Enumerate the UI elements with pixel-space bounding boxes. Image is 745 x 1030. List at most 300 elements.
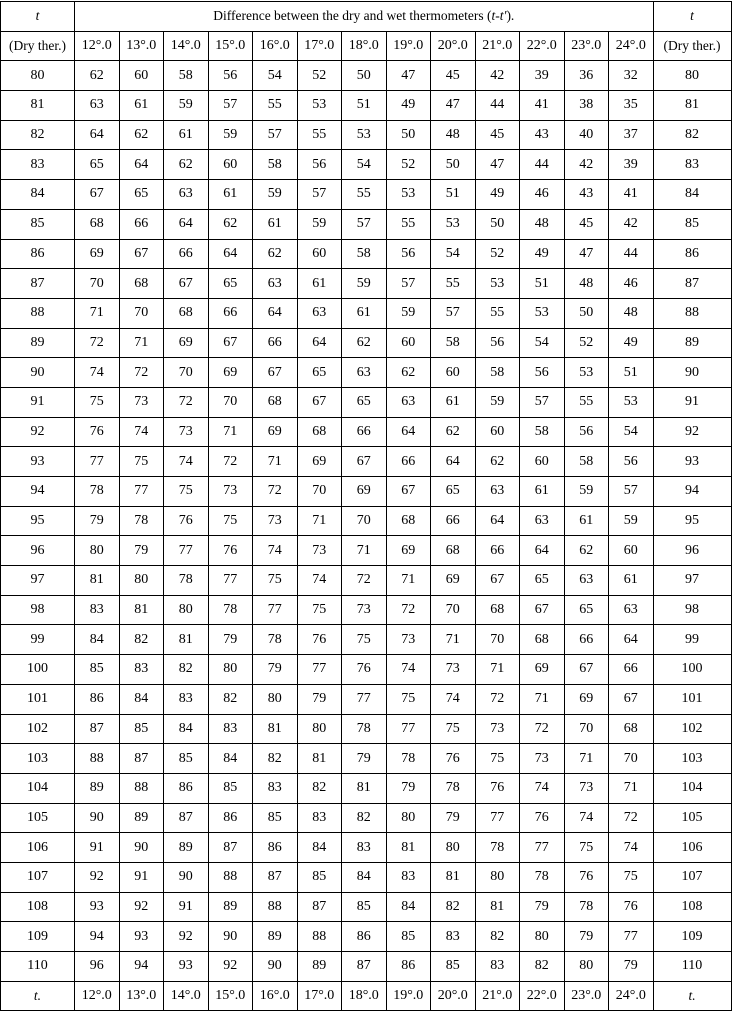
dry-temp-left: 96: [1, 536, 75, 566]
table-cell: 72: [75, 328, 120, 358]
table-cell: 82: [342, 803, 387, 833]
table-row: [1, 506, 732, 536]
dry-temp-right: 105: [653, 803, 731, 833]
table-cell: 55: [253, 91, 298, 121]
table-cell: 77: [475, 803, 520, 833]
table-cell: 64: [386, 417, 431, 447]
table-cell: 67: [164, 269, 209, 299]
table-cell: 71: [75, 298, 120, 328]
table-cell: 42: [564, 150, 609, 180]
table-cell: 71: [431, 625, 476, 655]
table-cell: 86: [208, 803, 253, 833]
table-row: [1, 387, 732, 417]
table-header: [1, 2, 732, 61]
table-cell: 79: [520, 892, 565, 922]
table-cell: 70: [208, 387, 253, 417]
table-cell: 81: [253, 714, 298, 744]
table-cell: 83: [75, 595, 120, 625]
table-cell: 61: [342, 298, 387, 328]
table-cell: 81: [297, 744, 342, 774]
table-cell: 41: [520, 91, 565, 121]
table-cell: 69: [386, 536, 431, 566]
table-cell: 59: [386, 298, 431, 328]
table-cell: 67: [609, 684, 654, 714]
table-row: [1, 328, 732, 358]
table-cell: 56: [297, 150, 342, 180]
table-cell: 56: [609, 447, 654, 477]
table-row: [1, 714, 732, 744]
column-header: 23°.0: [564, 31, 609, 61]
table-cell: 67: [475, 566, 520, 596]
table-cell: 74: [431, 684, 476, 714]
table-cell: 49: [609, 328, 654, 358]
dry-temp-left: 106: [1, 833, 75, 863]
column-header: 21°.0: [475, 31, 520, 61]
table-cell: 73: [253, 506, 298, 536]
table-cell: 66: [164, 239, 209, 269]
table-cell: 76: [208, 536, 253, 566]
dry-temp-left: 102: [1, 714, 75, 744]
dry-temp-right: 108: [653, 892, 731, 922]
table-cell: 67: [208, 328, 253, 358]
table-cell: 77: [297, 655, 342, 685]
table-cell: 77: [342, 684, 387, 714]
table-cell: 52: [297, 61, 342, 91]
table-cell: 74: [386, 655, 431, 685]
table-cell: 63: [342, 358, 387, 388]
table-cell: 78: [564, 892, 609, 922]
table-cell: 57: [297, 180, 342, 210]
column-header: 12°.0: [75, 31, 120, 61]
table-cell: 89: [164, 833, 209, 863]
table-cell: 92: [164, 922, 209, 952]
table-cell: 71: [253, 447, 298, 477]
table-cell: 86: [386, 952, 431, 982]
table-cell: 45: [475, 120, 520, 150]
table-cell: 51: [342, 91, 387, 121]
table-cell: 72: [164, 387, 209, 417]
table-row: [1, 239, 732, 269]
table-cell: 64: [164, 209, 209, 239]
table-cell: 59: [208, 120, 253, 150]
table-cell: 91: [164, 892, 209, 922]
table-cell: 83: [386, 862, 431, 892]
dry-temp-left: 105: [1, 803, 75, 833]
table-cell: 81: [342, 773, 387, 803]
table-cell: 75: [386, 684, 431, 714]
table-cell: 71: [386, 566, 431, 596]
table-cell: 56: [208, 61, 253, 91]
table-cell: 80: [564, 952, 609, 982]
table-cell: 64: [75, 120, 120, 150]
table-footer: [1, 981, 732, 1011]
table-cell: 67: [253, 358, 298, 388]
table-row: [1, 595, 732, 625]
table-cell: 67: [75, 180, 120, 210]
dry-temp-right: 81: [653, 91, 731, 121]
table-row: [1, 922, 732, 952]
column-footer: 18°.0: [342, 981, 387, 1011]
table-cell: 58: [342, 239, 387, 269]
column-footer: 23°.0: [564, 981, 609, 1011]
table-cell: 51: [431, 180, 476, 210]
table-cell: 73: [520, 744, 565, 774]
table-cell: 80: [208, 655, 253, 685]
table-cell: 85: [297, 862, 342, 892]
table-cell: 70: [475, 625, 520, 655]
table-cell: 54: [431, 239, 476, 269]
table-cell: 91: [119, 862, 164, 892]
table-cell: 60: [431, 358, 476, 388]
table-cell: 60: [208, 150, 253, 180]
table-cell: 62: [475, 447, 520, 477]
table-cell: 74: [164, 447, 209, 477]
table-cell: 63: [253, 269, 298, 299]
table-cell: 84: [164, 714, 209, 744]
table-cell: 66: [342, 417, 387, 447]
table-cell: 84: [297, 833, 342, 863]
dry-temp-right: 109: [653, 922, 731, 952]
table-cell: 90: [75, 803, 120, 833]
table-cell: 79: [297, 684, 342, 714]
dry-temp-left: 92: [1, 417, 75, 447]
dry-temp-left: 103: [1, 744, 75, 774]
dry-temp-right: 86: [653, 239, 731, 269]
table-cell: 74: [253, 536, 298, 566]
table-cell: 74: [75, 358, 120, 388]
table-cell: 84: [386, 892, 431, 922]
table-cell: 53: [564, 358, 609, 388]
dry-temp-left: 97: [1, 566, 75, 596]
table-cell: 75: [564, 833, 609, 863]
table-cell: 87: [75, 714, 120, 744]
table-cell: 75: [475, 744, 520, 774]
t-footer-right: t.: [653, 981, 731, 1011]
table-cell: 59: [342, 269, 387, 299]
table-cell: 62: [119, 120, 164, 150]
table-cell: 69: [208, 358, 253, 388]
table-cell: 73: [164, 417, 209, 447]
table-cell: 64: [119, 150, 164, 180]
table-cell: 79: [208, 625, 253, 655]
table-row: [1, 91, 732, 121]
table-cell: 66: [253, 328, 298, 358]
table-cell: 60: [297, 239, 342, 269]
dry-temp-left: 84: [1, 180, 75, 210]
table-cell: 50: [386, 120, 431, 150]
table-cell: 88: [297, 922, 342, 952]
table-cell: 75: [164, 477, 209, 507]
table-cell: 49: [520, 239, 565, 269]
column-header: 18°.0: [342, 31, 387, 61]
table-row: [1, 833, 732, 863]
table-row: [1, 61, 732, 91]
table-cell: 84: [342, 862, 387, 892]
table-row: [1, 447, 732, 477]
table-cell: 71: [297, 506, 342, 536]
table-cell: 80: [386, 803, 431, 833]
table-cell: 65: [119, 180, 164, 210]
table-cell: 83: [119, 655, 164, 685]
table-cell: 64: [475, 506, 520, 536]
table-cell: 72: [253, 477, 298, 507]
column-footer: 13°.0: [119, 981, 164, 1011]
table-cell: 41: [609, 180, 654, 210]
table-cell: 83: [297, 803, 342, 833]
table-cell: 65: [342, 387, 387, 417]
table-cell: 71: [520, 684, 565, 714]
table-cell: 82: [253, 744, 298, 774]
table-cell: 91: [75, 833, 120, 863]
table-cell: 80: [164, 595, 209, 625]
table-cell: 72: [609, 803, 654, 833]
table-cell: 56: [475, 328, 520, 358]
table-cell: 66: [208, 298, 253, 328]
table-cell: 70: [431, 595, 476, 625]
table-cell: 83: [164, 684, 209, 714]
table-cell: 62: [564, 536, 609, 566]
table-cell: 82: [164, 655, 209, 685]
table-cell: 79: [342, 744, 387, 774]
table-cell: 78: [208, 595, 253, 625]
table-cell: 79: [386, 773, 431, 803]
table-cell: 78: [520, 862, 565, 892]
table-cell: 93: [75, 892, 120, 922]
table-cell: 60: [520, 447, 565, 477]
dry-temp-left: 83: [1, 150, 75, 180]
dry-temp-right: 93: [653, 447, 731, 477]
column-header: 13°.0: [119, 31, 164, 61]
table-cell: 65: [75, 150, 120, 180]
table-cell: 68: [386, 506, 431, 536]
table-cell: 67: [342, 447, 387, 477]
table-cell: 69: [253, 417, 298, 447]
table-cell: 64: [609, 625, 654, 655]
table-cell: 80: [297, 714, 342, 744]
dry-temp-right: 101: [653, 684, 731, 714]
dry-temp-left: 95: [1, 506, 75, 536]
table-cell: 45: [564, 209, 609, 239]
dry-temp-left: 85: [1, 209, 75, 239]
table-cell: 86: [75, 684, 120, 714]
table-cell: 44: [609, 239, 654, 269]
column-header: 19°.0: [386, 31, 431, 61]
table-cell: 58: [475, 358, 520, 388]
dry-temp-left: 87: [1, 269, 75, 299]
header-row-columns: [1, 31, 732, 61]
table-cell: 75: [609, 862, 654, 892]
table-cell: 87: [164, 803, 209, 833]
table-cell: 89: [297, 952, 342, 982]
table-cell: 76: [297, 625, 342, 655]
table-cell: 57: [253, 120, 298, 150]
dry-temp-left: 98: [1, 595, 75, 625]
dry-temp-right: 80: [653, 61, 731, 91]
table-cell: 56: [386, 239, 431, 269]
table-cell: 83: [342, 833, 387, 863]
table-cell: 92: [208, 952, 253, 982]
table-cell: 61: [520, 477, 565, 507]
table-row: [1, 744, 732, 774]
table-cell: 79: [75, 506, 120, 536]
table-cell: 66: [609, 655, 654, 685]
table-row: [1, 655, 732, 685]
table-cell: 80: [431, 833, 476, 863]
table-cell: 72: [208, 447, 253, 477]
table-cell: 73: [564, 773, 609, 803]
table-cell: 73: [342, 595, 387, 625]
table-cell: 69: [564, 684, 609, 714]
table-cell: 38: [564, 91, 609, 121]
table-cell: 64: [253, 298, 298, 328]
table-cell: 44: [475, 91, 520, 121]
dry-temp-right: 82: [653, 120, 731, 150]
table-cell: 53: [431, 209, 476, 239]
table-cell: 37: [609, 120, 654, 150]
dry-temp-right: 89: [653, 328, 731, 358]
table-cell: 81: [75, 566, 120, 596]
table-cell: 71: [609, 773, 654, 803]
table-cell: 67: [564, 655, 609, 685]
dry-temp-left: 101: [1, 684, 75, 714]
table-cell: 68: [164, 298, 209, 328]
table-cell: 89: [208, 892, 253, 922]
dry-temp-right: 92: [653, 417, 731, 447]
table-cell: 96: [75, 952, 120, 982]
table-cell: 63: [75, 91, 120, 121]
table-cell: 51: [609, 358, 654, 388]
table-row: [1, 269, 732, 299]
table-cell: 66: [386, 447, 431, 477]
table-cell: 77: [164, 536, 209, 566]
table-cell: 83: [431, 922, 476, 952]
table-cell: 87: [208, 833, 253, 863]
dry-temp-right: 98: [653, 595, 731, 625]
dry-temp-left: 88: [1, 298, 75, 328]
table-cell: 77: [520, 833, 565, 863]
table-cell: 54: [520, 328, 565, 358]
footer-row: [1, 981, 732, 1011]
table-cell: 63: [297, 298, 342, 328]
table-cell: 80: [253, 684, 298, 714]
table-cell: 58: [520, 417, 565, 447]
table-cell: 48: [431, 120, 476, 150]
dry-temp-right: 107: [653, 862, 731, 892]
table-cell: 65: [297, 358, 342, 388]
table-cell: 35: [609, 91, 654, 121]
table-cell: 83: [475, 952, 520, 982]
dry-ther-label-left: (Dry ther.): [1, 31, 75, 61]
dry-temp-right: 84: [653, 180, 731, 210]
hygrometric-table: [0, 1, 732, 1011]
column-footer: 19°.0: [386, 981, 431, 1011]
table-cell: 88: [119, 773, 164, 803]
table-cell: 67: [386, 477, 431, 507]
table-cell: 70: [297, 477, 342, 507]
dry-temp-left: 89: [1, 328, 75, 358]
table-cell: 62: [342, 328, 387, 358]
table-cell: 57: [342, 209, 387, 239]
table-cell: 76: [609, 892, 654, 922]
table-cell: 58: [431, 328, 476, 358]
table-cell: 80: [520, 922, 565, 952]
table-cell: 74: [520, 773, 565, 803]
table-cell: 63: [475, 477, 520, 507]
table-cell: 59: [564, 477, 609, 507]
table-cell: 62: [253, 239, 298, 269]
table-cell: 59: [609, 506, 654, 536]
table-cell: 63: [386, 387, 431, 417]
table-cell: 70: [609, 744, 654, 774]
table-cell: 77: [208, 566, 253, 596]
table-cell: 80: [75, 536, 120, 566]
table-cell: 82: [119, 625, 164, 655]
table-cell: 88: [253, 892, 298, 922]
table-cell: 90: [208, 922, 253, 952]
table-cell: 66: [119, 209, 164, 239]
table-cell: 88: [75, 744, 120, 774]
table-cell: 75: [431, 714, 476, 744]
table-cell: 67: [297, 387, 342, 417]
table-row: [1, 298, 732, 328]
table-cell: 92: [119, 892, 164, 922]
table-cell: 78: [431, 773, 476, 803]
table-cell: 65: [208, 269, 253, 299]
column-footer: 20°.0: [431, 981, 476, 1011]
table-cell: 56: [520, 358, 565, 388]
table-cell: 93: [164, 952, 209, 982]
table-cell: 48: [520, 209, 565, 239]
table-cell: 86: [164, 773, 209, 803]
table-cell: 79: [564, 922, 609, 952]
table-cell: 62: [208, 209, 253, 239]
table-cell: 74: [564, 803, 609, 833]
table-cell: 59: [297, 209, 342, 239]
table-cell: 50: [431, 150, 476, 180]
table-cell: 50: [564, 298, 609, 328]
table-cell: 51: [520, 269, 565, 299]
column-header: 15°.0: [208, 31, 253, 61]
table-row: [1, 566, 732, 596]
table-cell: 68: [253, 387, 298, 417]
dry-temp-right: 96: [653, 536, 731, 566]
dry-temp-left: 82: [1, 120, 75, 150]
table-cell: 81: [119, 595, 164, 625]
table-row: [1, 358, 732, 388]
table-cell: 79: [431, 803, 476, 833]
table-cell: 52: [386, 150, 431, 180]
table-cell: 85: [342, 892, 387, 922]
column-footer: 14°.0: [164, 981, 209, 1011]
table-cell: 72: [342, 566, 387, 596]
table-cell: 73: [208, 477, 253, 507]
table-cell: 72: [386, 595, 431, 625]
table-cell: 67: [119, 239, 164, 269]
table-row: [1, 180, 732, 210]
table-cell: 60: [475, 417, 520, 447]
table-cell: 83: [208, 714, 253, 744]
table-cell: 40: [564, 120, 609, 150]
table-row: [1, 536, 732, 566]
column-footer: 24°.0: [609, 981, 654, 1011]
table-cell: 55: [475, 298, 520, 328]
table-cell: 76: [164, 506, 209, 536]
column-footer: 12°.0: [75, 981, 120, 1011]
table-cell: 92: [75, 862, 120, 892]
table-cell: 94: [75, 922, 120, 952]
table-row: [1, 773, 732, 803]
table-cell: 49: [475, 180, 520, 210]
